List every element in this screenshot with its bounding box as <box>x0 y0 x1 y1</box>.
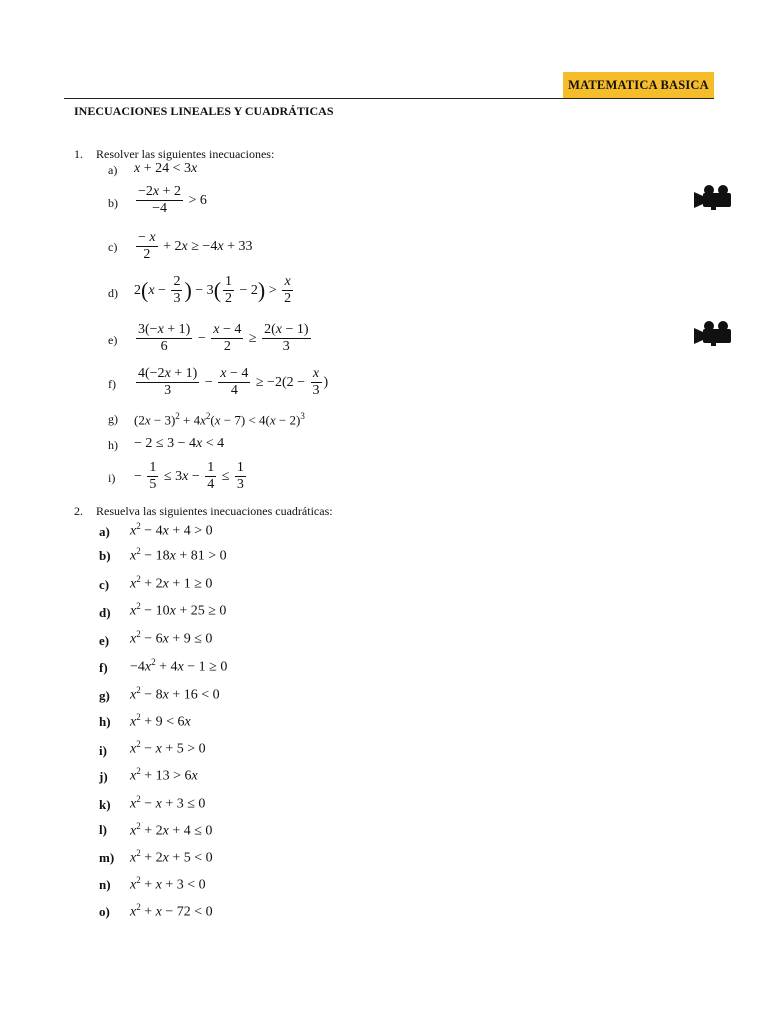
item-label: i) <box>108 471 116 485</box>
item-label: k) <box>99 797 111 812</box>
inequality-2c: $x^2 + 2x + 1 \ge 0$ <box>130 574 213 592</box>
section-1-instruction: Resolver las siguientes inecuaciones: <box>96 147 275 161</box>
video-camera-icon[interactable] <box>693 184 733 210</box>
item-label: d) <box>99 605 111 620</box>
inequality-1b: $\frac{-2x + 2}{-4}$ > 6 <box>138 184 207 217</box>
section-2-instruction: Resuelva las siguientes inecuaciones cuadráticas: <box>96 504 333 518</box>
item-label: g) <box>108 412 118 426</box>
inequality-2m: $x^2 + 2x + 5 < 0$ <box>130 848 213 866</box>
inequality-2e: $x^2 - 6x + 9 \le 0$ <box>130 629 213 647</box>
inequality-2j: $x^2 + 13 > 6x$ <box>130 766 198 784</box>
item-label: f) <box>99 660 108 675</box>
item-label: c) <box>99 577 110 592</box>
inequality-2o: $x^2 + x - 72 < 0$ <box>130 902 213 920</box>
inequality-1c: $\frac{- x}{2}$ + 2x ≥ −4x + 33 <box>138 230 253 263</box>
inequality-2l: $x^2 + 2x + 4 \le 0$ <box>130 821 213 839</box>
inequality-1f: $\frac{4(-2x + 1)}{3}$ − $\frac{x - 4}{4}$ ≥ −2(2 − $\frac{x}{3}$ ) <box>138 366 329 399</box>
inequality-1h: − 2 ≤ 3 − 4x < 4 <box>134 436 225 451</box>
item-label: d) <box>108 286 118 300</box>
item-label: g) <box>99 688 110 703</box>
item-label: a) <box>99 524 110 539</box>
inequality-2n: $x^2 + x + 3 < 0$ <box>130 875 206 893</box>
item-label: b) <box>108 196 118 210</box>
item-label: m) <box>99 850 115 865</box>
item-label: f) <box>108 377 116 391</box>
inequality-2b: $x^2 - 18x + 81 > 0$ <box>130 546 227 564</box>
item-label: n) <box>99 877 111 892</box>
item-label: i) <box>99 743 107 758</box>
section-2-number: 2. <box>74 504 83 518</box>
inequality-1a: x + 24 < 3x <box>134 161 198 176</box>
inequality-2h: $x^2 + 9 < 6x$ <box>130 712 191 730</box>
inequality-2f: $-4x^2 + 4x - 1 \ge 0$ <box>130 657 228 675</box>
item-label: h) <box>108 438 118 452</box>
item-label: c) <box>108 240 118 254</box>
inequality-1e: $\frac{3(-x + 1)}{6}$ − $\frac{x - 4}{2}$ ≥ $\frac{2(x - 1)}{3}$ <box>138 322 309 355</box>
item-label: j) <box>99 769 108 784</box>
inequality-2d: $x^2 - 10x + 25 \ge 0$ <box>130 601 227 619</box>
inequality-2a: $x^2 - 4x + 4 > 0$ <box>130 521 213 539</box>
item-label: o) <box>99 904 110 919</box>
inequality-2i: $x^2 - x + 5 > 0$ <box>130 739 206 757</box>
header-rule <box>64 98 714 99</box>
inequality-1d: 2(x − $\frac{2}{3}$ ) − 3( $\frac{1}{2}$ − 2) > $\frac{x}{2}$ <box>134 274 292 307</box>
course-badge: MATEMATICA BASICA <box>563 72 714 99</box>
item-label: b) <box>99 548 111 563</box>
inequality-1g: $(2x - 3)^2 + 4x^2(x - 7) < 4(x - 2)^3$ <box>134 411 305 428</box>
inequality-2g: $x^2 - 8x + 16 < 0$ <box>130 685 220 703</box>
inequality-1i: − $\frac{1}{5}$ ≤ 3x − $\frac{1}{4}$ ≤ $\frac{1}{3}$ <box>134 460 244 493</box>
item-label: e) <box>99 633 110 648</box>
item-label: l) <box>99 822 107 837</box>
video-camera-icon[interactable] <box>693 320 733 346</box>
item-label: e) <box>108 333 118 347</box>
item-label: a) <box>108 163 118 177</box>
section-1-number: 1. <box>74 147 83 161</box>
page-title: INECUACIONES LINEALES Y CUADRÁTICAS <box>74 104 334 118</box>
inequality-2k: $x^2 - x + 3 \le 0$ <box>130 794 206 812</box>
item-label: h) <box>99 714 111 729</box>
